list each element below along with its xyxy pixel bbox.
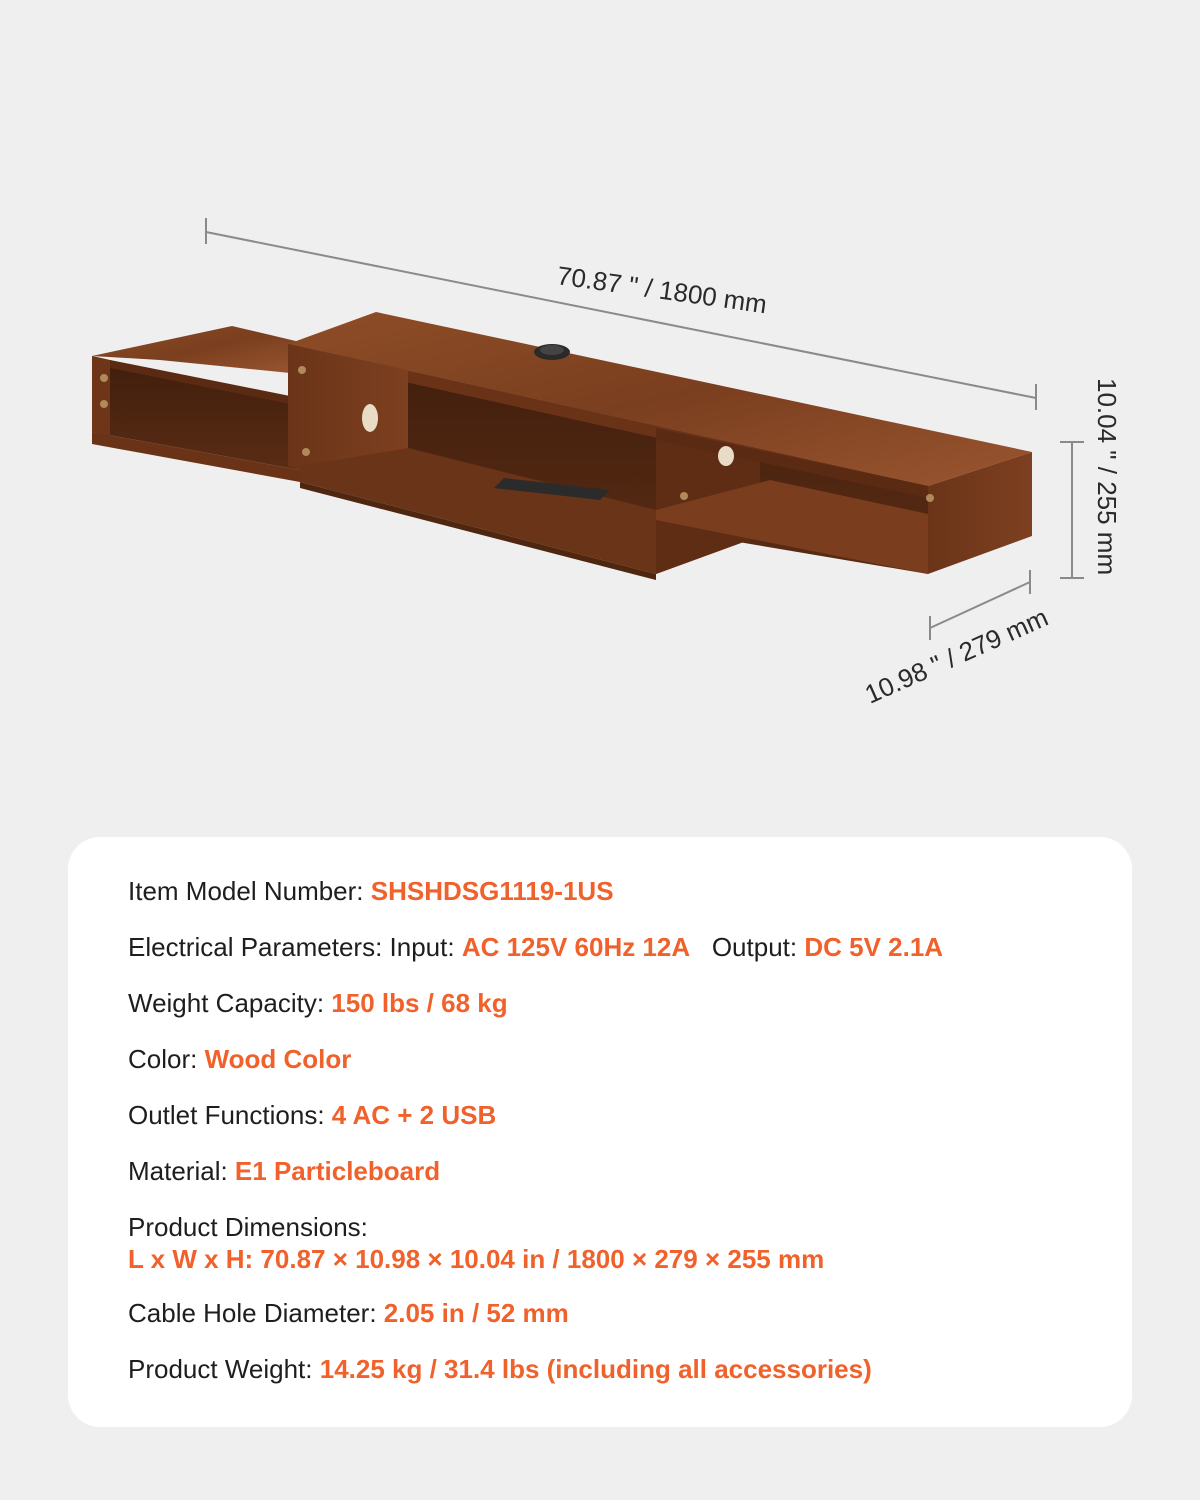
- spec-model-label: Item Model Number:: [128, 876, 371, 906]
- spec-product-weight-value: 14.25 kg / 31.4 lbs (including all accessories): [319, 1354, 872, 1384]
- left-shelf: [92, 326, 300, 482]
- spec-cable-hole-value: 2.05 in / 52 mm: [383, 1298, 569, 1328]
- spec-color: [128, 1043, 351, 1075]
- spec-product-weight-label: Product Weight:: [128, 1354, 320, 1384]
- spec-outlets: [128, 1099, 496, 1131]
- spec-electrical-input: AC 125V 60Hz 12A: [461, 932, 691, 962]
- height-label: 10.04 " / 255 mm: [1092, 378, 1122, 576]
- spec-material-label: Material:: [128, 1156, 235, 1186]
- spec-electrical-output-label: Output:: [711, 932, 805, 962]
- spec-weight-capacity-value: 150 lbs / 68 kg: [331, 988, 508, 1018]
- depth-label: 10.98 " / 279 mm: [860, 601, 1053, 710]
- spec-color-value: Wood Color: [204, 1044, 352, 1074]
- spec-product-dimensions-value: L x W x H: 70.87 × 10.98 × 10.04 in / 1800 × 279 × 255 mm: [128, 1244, 825, 1274]
- spec-product-dimensions: [128, 1211, 824, 1275]
- spec-cable-hole-label: Cable Hole Diameter:: [128, 1298, 384, 1328]
- height-dimension: [1060, 378, 1122, 578]
- length-label: 70.87 " / 1800 mm: [555, 260, 769, 320]
- spec-weight-capacity: [128, 987, 508, 1019]
- spec-model: [128, 875, 614, 907]
- spec-electrical-label: Electrical Parameters: Input:: [128, 932, 462, 962]
- spec-color-label: Color:: [128, 1044, 205, 1074]
- spec-product-weight: [128, 1353, 872, 1385]
- spec-outlets-label: Outlet Functions:: [128, 1100, 332, 1130]
- spec-material-value: E1 Particleboard: [234, 1156, 441, 1186]
- spec-card: [68, 837, 1132, 1427]
- spec-weight-capacity-label: Weight Capacity:: [128, 988, 332, 1018]
- main-shelf: [288, 312, 1032, 580]
- depth-dimension: [860, 570, 1052, 709]
- spec-electrical: [128, 931, 943, 963]
- spec-outlets-value: 4 AC + 2 USB: [331, 1100, 497, 1130]
- spec-model-value: SHSHDSG1119-1US: [370, 876, 614, 906]
- spec-product-dimensions-label: Product Dimensions:: [128, 1212, 368, 1242]
- spec-material: [128, 1155, 440, 1187]
- spec-electrical-output: DC 5V 2.1A: [804, 932, 944, 962]
- spec-cable-hole: [128, 1297, 569, 1329]
